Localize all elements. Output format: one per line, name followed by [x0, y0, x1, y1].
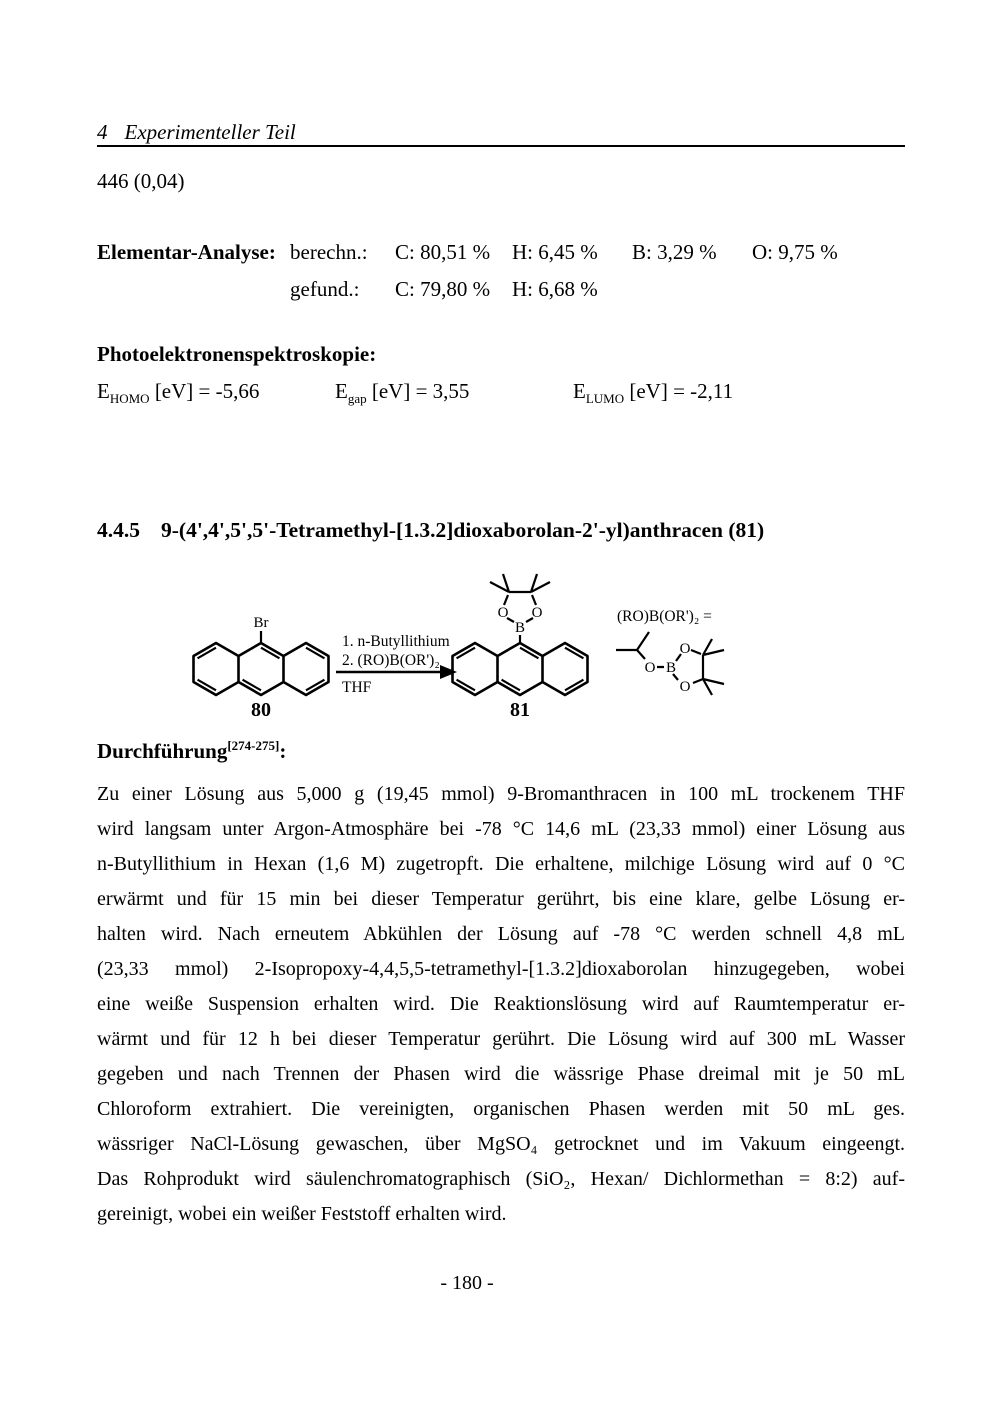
elemental-spacer [752, 276, 957, 303]
oxygen-atom-label: O [679, 679, 691, 695]
procedure-heading: Durchführung[274-275]: [97, 738, 287, 763]
elemental-spacer [97, 276, 290, 303]
elemental-value: H: 6,45 % [512, 240, 598, 264]
procedure-label: Durchführung [97, 739, 228, 763]
reactant-structure-80 [194, 615, 329, 721]
elemental-row-name: gefund.: [290, 277, 360, 301]
product-structure-81 [453, 574, 588, 721]
yield-line: 446 (0,04) [97, 169, 185, 193]
chapter-number: 4 [97, 120, 108, 144]
elemental-value: B: 3,29 % [632, 240, 717, 264]
paragraph-line: wärmt und für 12 h bei dieser Temperatur gerührt. Die Lösung wird auf 300 mL Wasser [97, 1028, 905, 1050]
section-number: 4.4.5 [97, 518, 140, 542]
energy-gap: $E_{gap}$ [eV] = 3,55 [335, 379, 470, 407]
condition-solvent: THF [342, 679, 372, 696]
oxygen-atom-label: O [531, 605, 543, 621]
compound-number-81: 81 [510, 699, 530, 721]
boron-atom-label: B [665, 660, 677, 676]
paragraph-line: halten wird. Nach erneutem Abkühlen der Lösung auf -78 °C werden schnell 4,8 mL [97, 923, 905, 945]
boron-atom-label: B [514, 620, 526, 636]
condition-line-2: 2. (RO)B(OR')₂ [342, 652, 440, 669]
elemental-value: C: 79,80 % [395, 277, 491, 301]
energy-homo: $E_{HOMO}$ [eV] = -5,66 [97, 379, 260, 407]
oxygen-atom-label: O [497, 605, 509, 621]
reaction-arrow [336, 633, 457, 696]
section-heading [97, 518, 764, 543]
condition-line-1: 1. n-Butyllithium [342, 633, 450, 650]
elemental-value: O: 9,75 % [752, 240, 838, 264]
reagent-caption: (RO)B(OR')₂ = [617, 608, 712, 625]
elemental-spacer [632, 276, 752, 303]
energy-lumo: $E_{LUMO}$ [eV] = -2,11 [573, 379, 734, 407]
photoelectron-values [97, 378, 957, 412]
paragraph-line: erwärmt und für 15 min bei dieser Temperatur gerührt, bis eine klare, gelbe Lösung er- [97, 888, 905, 910]
paragraph-line: wird langsam unter Argon-Atmosphäre bei -78 °C 14,6 mL (23,33 mmol) einer Lösung aus [97, 818, 905, 840]
elemental-value: H: 6,68 % [512, 277, 598, 301]
elemental-value: C: 80,51 % [395, 240, 491, 264]
photoelectron-heading: Photoelektronenspektroskopie: [97, 342, 377, 366]
elemental-row-name: berechn.: [290, 240, 368, 264]
reaction-scheme [100, 555, 910, 745]
page-number: - 180 - [440, 1272, 494, 1294]
reagent-definition [616, 608, 724, 695]
procedure-paragraph [97, 777, 905, 1232]
paragraph-line: Zu einer Lösung aus 5,000 g (19,45 mmol) 9-Bromanthracen in 100 mL trockenem THF [97, 783, 905, 805]
paragraph-line: wässriger NaCl-Lösung gewaschen, über MgSO₄ getrocknet und im Vakuum eingeengt. [97, 1133, 905, 1155]
arrowhead [440, 665, 457, 679]
citation-reference: [274-275] [227, 738, 280, 753]
oxygen-atom-label: O [679, 641, 691, 657]
running-header [97, 120, 296, 145]
paragraph-line: (23,33 mmol) 2-Isopropoxy-4,4,5,5-tetramethyl-[1.3.2]dioxaborolan hinzugegeben, wobei [97, 958, 905, 980]
chapter-title: Experimenteller Teil [124, 120, 296, 144]
oxygen-atom-label: O [644, 660, 656, 676]
compound-number-80: 80 [251, 699, 271, 721]
elemental-label: Elementar-Analyse: [97, 240, 276, 264]
paragraph-line: eine weiße Suspension erhalten wird. Die Reaktionslösung wird auf Raumtemperatur er- [97, 993, 905, 1015]
paragraph-line: Das Rohprodukt wird säulenchromatographisch (SiO₂, Hexan/ Dichlormethan = 8:2) auf- [97, 1168, 905, 1190]
elemental-analysis-table [97, 239, 957, 303]
paragraph-line: n-Butyllithium in Hexan (1,6 M) zugetropft. Die erhaltene, milchige Lösung wird auf 0 °C [97, 853, 905, 875]
paragraph-line: gereinigt, wobei ein weißer Feststoff erhalten wird. [97, 1203, 507, 1225]
paragraph-line: Chloroform extrahiert. Die vereinigten, organischen Phasen werden mit 50 mL ges. [97, 1098, 905, 1120]
paragraph-line: gegeben und nach Trennen der Phasen wird die wässrige Phase dreimal mit je 50 mL [97, 1063, 905, 1085]
bromine-atom-label: Br [253, 615, 269, 631]
header-rule [97, 145, 905, 147]
section-title: 9-(4',4',5',5'-Tetramethyl-[1.3.2]dioxaborolan-2'-yl)anthracen (81) [161, 518, 765, 542]
